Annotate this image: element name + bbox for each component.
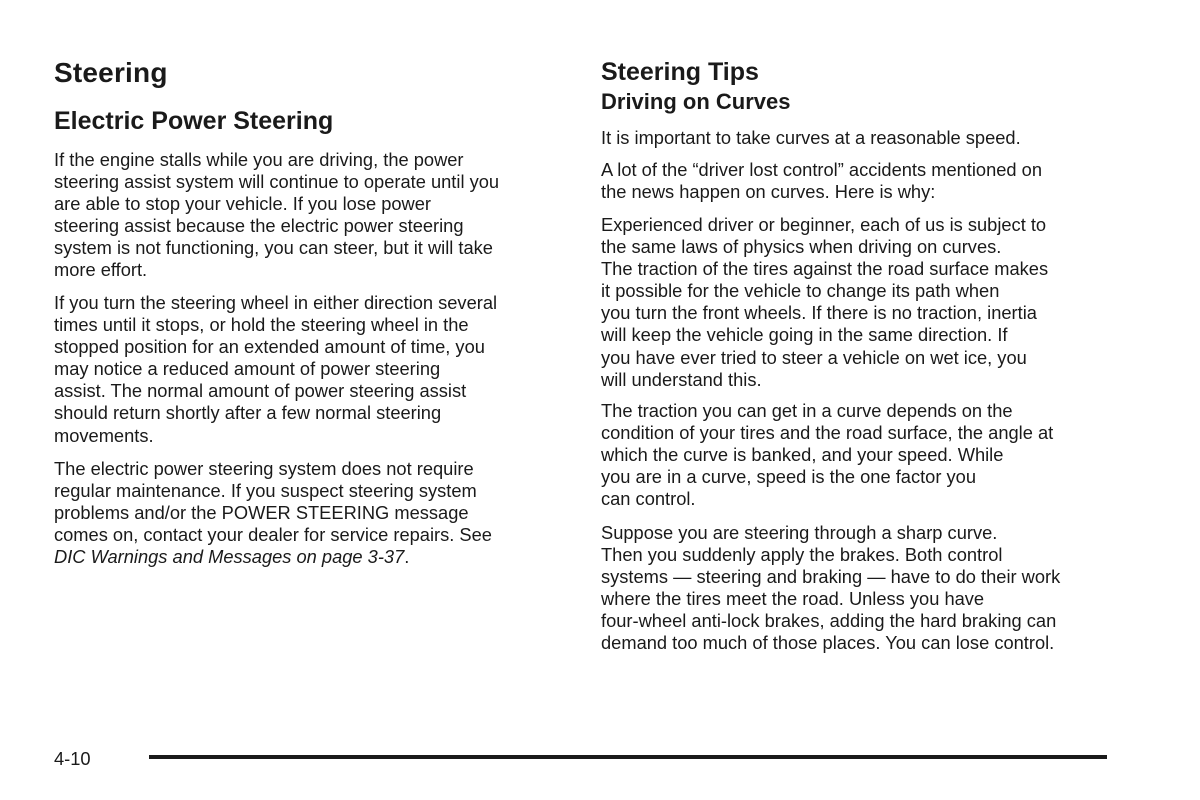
text-line: should return shortly after a few normal steering — [54, 402, 442, 424]
text-line: are able to stop your vehicle. If you lose power — [54, 193, 432, 215]
paragraph-maintenance — [54, 458, 492, 568]
text-line: The electric power steering system does not require — [54, 458, 474, 479]
subtitle-driving-on-curves: Driving on Curves — [601, 89, 791, 114]
text-line: will understand this. — [601, 368, 762, 390]
text-line: times until it stops, or hold the steering wheel in the — [54, 314, 469, 336]
text-line: Experienced driver or beginner, each of us is subject to — [601, 214, 1047, 235]
paragraph-driver-lost-control — [601, 159, 1042, 203]
text-line: assist. The normal amount of power steering assist — [54, 380, 467, 402]
text-line: more effort. — [54, 259, 148, 281]
footer-divider — [149, 755, 1107, 759]
text-line: steering assist because the electric power steering — [54, 215, 464, 237]
text-line: regular maintenance. If you suspect steering system — [54, 480, 477, 502]
text-line: Suppose you are steering through a sharp curve. — [601, 522, 998, 543]
text-line: movements. — [54, 424, 154, 446]
paragraph-sharp-curve-braking — [601, 522, 1060, 655]
text-line: the same laws of physics when driving on curves. — [601, 236, 1002, 258]
text-line: comes on, contact your dealer for service repairs. See — [54, 524, 492, 546]
text-line: system is not functioning, you can steer, but it will take — [54, 237, 493, 259]
paragraph-traction-curve — [601, 400, 1053, 510]
text-line: you have ever tried to steer a vehicle on wet ice, you — [601, 346, 1027, 368]
cross-reference-link[interactable]: DIC Warnings and Messages on page 3-37 — [54, 546, 405, 568]
text-line: you are in a curve, speed is the one factor you — [601, 466, 976, 488]
text-line: it possible for the vehicle to change its path when — [601, 280, 1000, 302]
text-line: you turn the front wheels. If there is no traction, inertia — [601, 302, 1037, 324]
page-number: 4-10 — [54, 748, 91, 769]
text-line: demand too much of those places. You can lose control. — [601, 632, 1055, 654]
text-line-reference — [54, 546, 492, 568]
text-line: stopped position for an extended amount of time, you — [54, 336, 485, 358]
text-line: It is important to take curves at a reasonable speed. — [601, 127, 1021, 148]
paragraph-laws-of-physics — [601, 214, 1048, 391]
text-line: steering assist system will continue to operate until you — [54, 171, 500, 193]
text-line: If the engine stalls while you are driving, the power — [54, 149, 464, 170]
text-line: Then you suddenly apply the brakes. Both control — [601, 544, 1003, 566]
paragraph-reasonable-speed — [601, 127, 1021, 149]
subtitle-electric-power-steering: Electric Power Steering — [54, 107, 334, 135]
text-line: may notice a reduced amount of power steering — [54, 358, 441, 380]
text-line: condition of your tires and the road surface, the angle at — [601, 422, 1054, 444]
text-line: will keep the vehicle going in the same direction. If — [601, 324, 1008, 346]
paragraph-engine-stalls — [54, 149, 499, 282]
text-line: problems and/or the POWER STEERING message — [54, 502, 469, 524]
text-line: A lot of the “driver lost control” accidents mentioned on — [601, 159, 1043, 180]
text-line: which the curve is banked, and your speed. While — [601, 444, 1004, 466]
paragraph-steering-assist — [54, 292, 497, 447]
section-title-steering-tips: Steering Tips — [601, 58, 759, 86]
text-line: systems — steering and braking — have to do their work — [601, 566, 1061, 588]
period: . — [404, 546, 410, 568]
text-line: four-wheel anti-lock brakes, adding the hard braking can — [601, 610, 1057, 632]
text-line: where the tires meet the road. Unless you have — [601, 588, 985, 610]
text-line: can control. — [601, 488, 696, 510]
text-line: The traction you can get in a curve depends on the — [601, 400, 1013, 421]
text-line: The traction of the tires against the road surface makes — [601, 258, 1049, 280]
text-line: If you turn the steering wheel in either direction several — [54, 292, 498, 313]
text-line: the news happen on curves. Here is why: — [601, 181, 936, 203]
section-title-steering: Steering — [54, 57, 168, 88]
